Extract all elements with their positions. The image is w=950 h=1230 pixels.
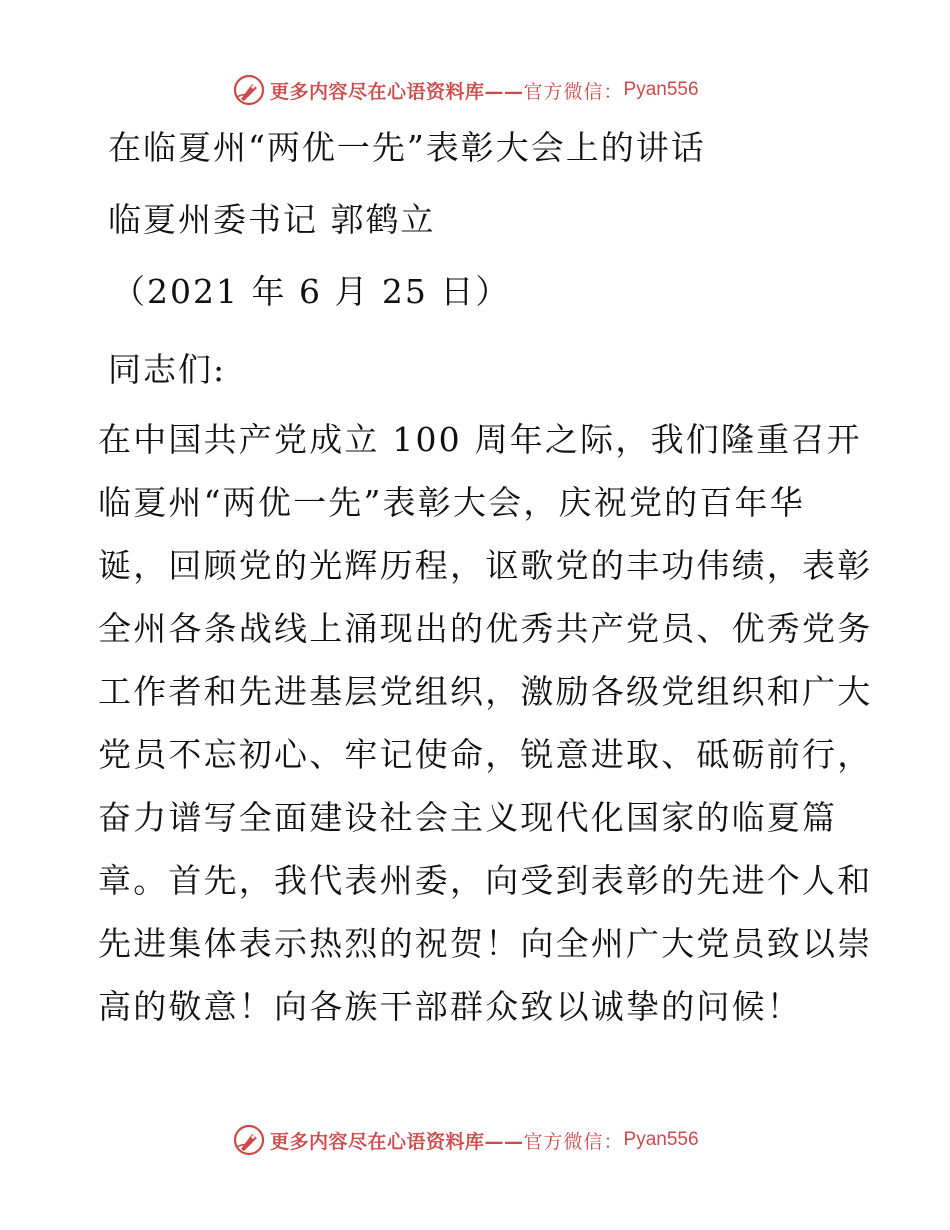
watermark-wechat-label: 官方微信： <box>523 80 624 103</box>
watermark-wechat-id: Pyan556 <box>623 79 699 100</box>
paragraph-line: 在中国共产党成立 100 周年之际，我们隆重召开 <box>98 420 862 459</box>
paragraph-line: 高的敬意！向各族干部群众致以诚挚的问候！ <box>98 987 802 1026</box>
paragraph-line: 工作者和先进基层党组织，激励各级党组织和广大 <box>98 672 873 711</box>
document-title: 在临夏州“两优一先”表彰大会上的讲话 <box>108 128 706 167</box>
document-date: （2021 年 6 月 25 日） <box>112 272 511 311</box>
paragraph-line: 临夏州“两优一先”表彰大会，庆祝党的百年华 <box>98 483 805 522</box>
pen-nib-circle-icon <box>232 73 266 107</box>
paragraph-line: 诞，回顾党的光辉历程，讴歌党的丰功伟绩，表彰 <box>98 546 873 585</box>
paragraph-line: 党员不忘初心、牢记使命，锐意进取、砥砺前行， <box>98 735 873 774</box>
body-paragraph <box>98 420 873 1050</box>
watermark-text: 更多内容尽在心语资料库—— <box>270 1130 524 1153</box>
paragraph-line: 章。首先，我代表州委，向受到表彰的先进个人和 <box>98 861 873 900</box>
paragraph-line: 奋力谱写全面建设社会主义现代化国家的临夏篇 <box>98 798 838 837</box>
watermark-wechat-id: Pyan556 <box>623 1129 699 1150</box>
greeting: 同志们: <box>108 350 227 389</box>
paragraph-line: 先进集体表示热烈的祝贺！向全州广大党员致以崇 <box>98 924 873 963</box>
header-watermark <box>232 72 699 108</box>
watermark-text: 更多内容尽在心语资料库—— <box>270 80 524 103</box>
pen-nib-circle-icon <box>232 1123 266 1157</box>
footer-watermark <box>232 1122 699 1158</box>
paragraph-line: 全州各条战线上涌现出的优秀共产党员、优秀党务 <box>98 609 873 648</box>
watermark-wechat-label: 官方微信： <box>523 1130 624 1153</box>
document-author: 临夏州委书记 郭鹤立 <box>108 200 436 239</box>
